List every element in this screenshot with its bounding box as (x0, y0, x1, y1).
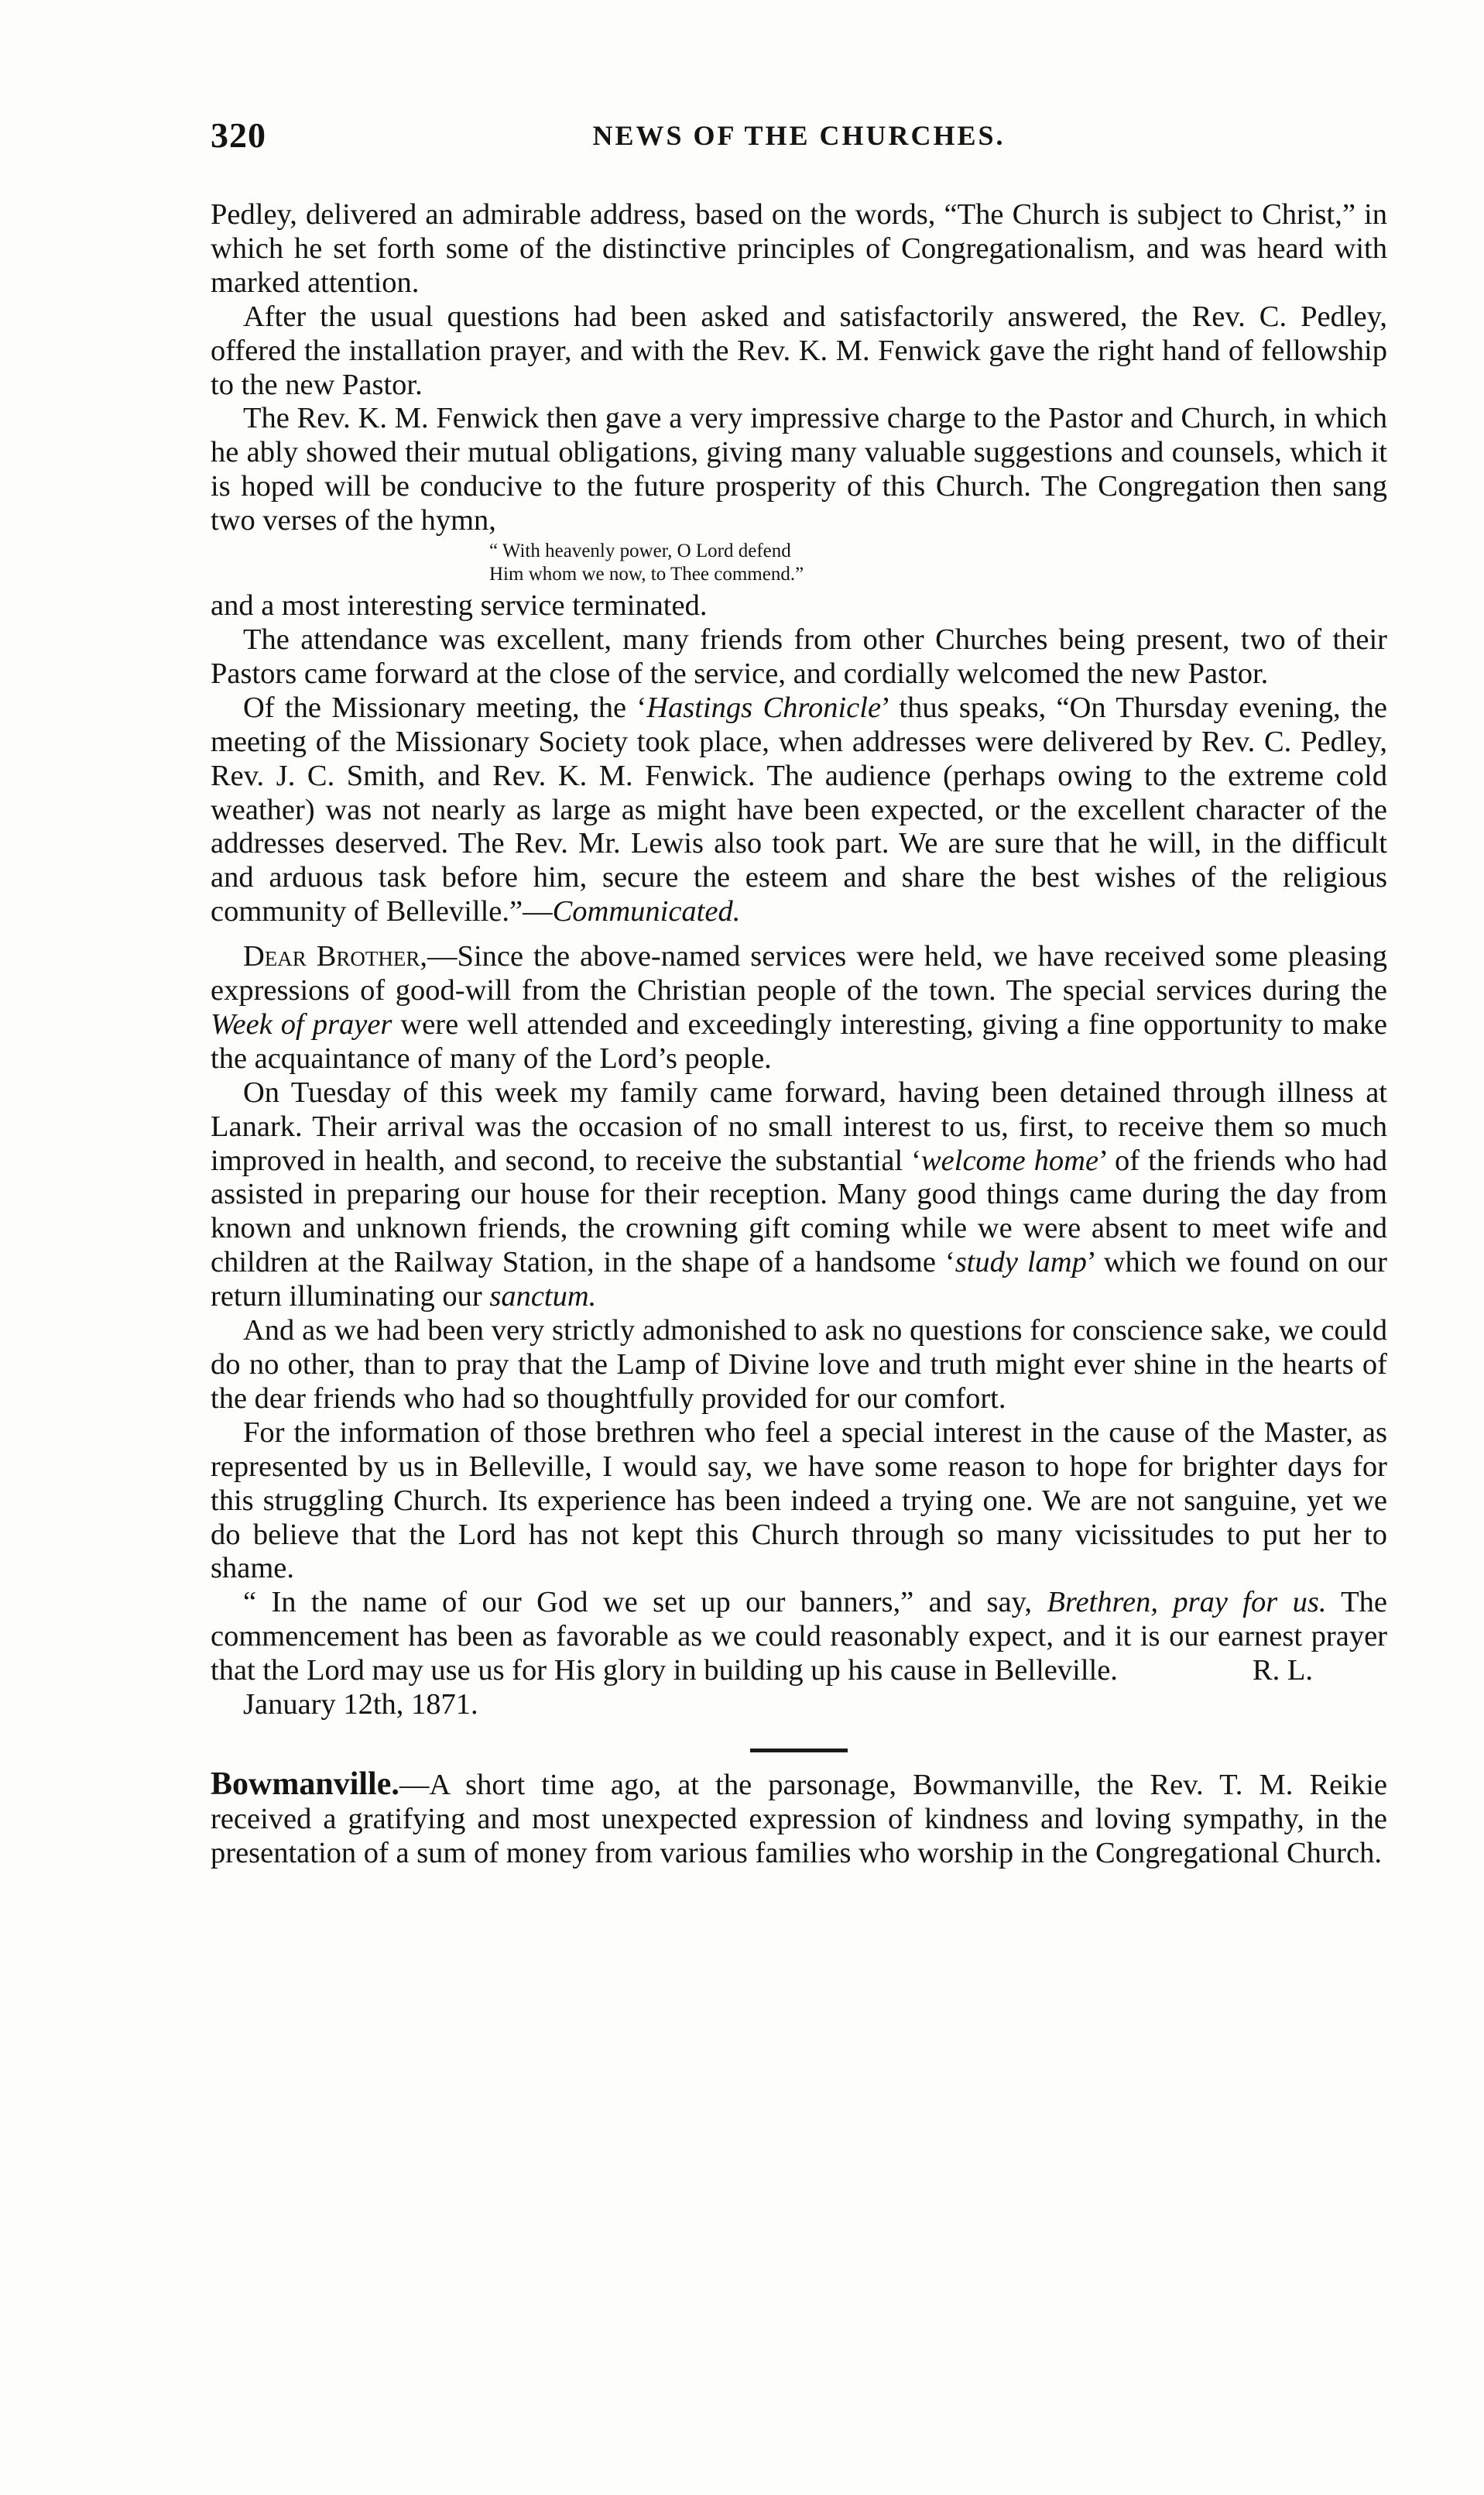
paragraph-11 (211, 1586, 1387, 1688)
page-header (211, 115, 1387, 161)
newspaper-title: Hastings Chronicle (646, 691, 882, 724)
hymn-quote (211, 540, 1387, 586)
text-run: Of the Missionary meeting, the ‘ (243, 691, 647, 724)
italic-phrase: sanctum. (489, 1280, 597, 1313)
paragraph-6 (211, 692, 1387, 929)
salutation: Dear Brother, (243, 940, 428, 973)
text-run: The commencement has been as favorable as we could reasonably expect, and it is our earnest prayer that the Lord may use us for His glory in building up his cause in Belleville. (211, 1586, 1387, 1687)
italic-phrase: welcome home (920, 1144, 1099, 1177)
town-heading: Bowmanville. (211, 1766, 399, 1802)
text-run: ’ thus speaks, “On Thursday evening, the meeting of the Missionary Society took place, when addresses were delivered by Rev. C. Pedley, Rev. J. C. Smith, and Rev. K. M. Fenwick. The audience (perhaps owing to the extreme cold weather) was not nearly as large as might have been expected, or the excellent character of the addresses deserved. The Rev. Mr. Lewis also took part. We are sure that he will, in the difficult and arduous task before him, secure the esteem and share the best wishes of the religious community of Belleville.”— (211, 691, 1388, 928)
text-run: —Since the above-named services were held, we have received some pleasing expressions of good-will from the Christian people of the town. The special services during the (211, 940, 1388, 1007)
paragraph-4: and a most interesting service terminated. (211, 589, 708, 623)
italic-phrase: study lamp (954, 1246, 1087, 1279)
text-run: “ In the name of our God we set up our banners,” and say, (243, 1586, 1047, 1619)
text-run: —A short time ago, at the parsonage, Bowmanville, the Rev. T. M. Reikie received a gratifying and most unexpected expression of kindness and loving sympathy, in the presentation of a sum of money from various families who worship in the Congregational Church. (211, 1768, 1387, 1869)
text-run: ’ which we found on our return illuminating our (211, 1246, 1387, 1313)
paragraph-10: For the information of those brethren who feel a special interest in the cause of the Master, as represented by us in Belleville, I would say, we have some reason to hope for brighter days for this struggling Church. Its experience has been indeed a trying one. We are not sanguine, yet we do believe that the Lord has not kept this Church through so many vicissitudes to put her to shame. (211, 1416, 1387, 1585)
page-number: 320 (211, 115, 266, 155)
running-title: NEWS OF THE CHURCHES. (592, 120, 1006, 151)
text-run: On Tuesday of this week my family came forward, having been detained through illness at Lanark. Their arrival was the occasion of no small interest to us, first, to receive them so much improved in health, and second, to receive the substantial ‘ (211, 1076, 1387, 1177)
paragraph-5: The attendance was excellent, many friends from other Churches being present, two of their Pastors came forward at the close of the service, and cordially welcomed the new Pastor. (211, 623, 1387, 690)
paragraph-3: The Rev. K. M. Fenwick then gave a very impressive charge to the Pastor and Church, in which he ably showed their mutual obligations, giving many valuable suggestions and counsels, which it is hoped will be conducive to the future prosperity of this Church. The Congregation then sang two verses of the hymn, (211, 402, 1387, 537)
paragraph-1: Pedley, delivered an admirable address, based on the words, “The Church is subject to Christ,” in which he set forth some of the distinctive principles of Congregationalism, and was heard with marked attention. (211, 198, 1387, 299)
text-run: were well attended and exceedingly interesting, giving a fine opportunity to make the acquaintance of many of the Lord’s people. (211, 1007, 1387, 1075)
hymn-line: Him whom we now, to Thee commend.” (489, 564, 804, 585)
italic-phrase: Brethren, pray for us. (1047, 1586, 1327, 1619)
author-initials: R. L. (1252, 1654, 1313, 1687)
signoff: Communicated. (552, 895, 741, 928)
text-run: ’ of the friends who had assisted in preparing our house for their reception. Many good things came during the day from known and unknown friends, the crowning gift coming while we were absent to meet wife and children at the Railway Station, in the shape of a handsome ‘ (211, 1144, 1387, 1279)
section-divider (750, 1749, 848, 1752)
paragraph-9: And as we had been very strictly admonished to ask no questions for conscience sake, we could do no other, than to pray that the Lamp of Divine love and truth might ever shine in the hearts of the dear friends who had so thoughtfully provided for our comfort. (211, 1314, 1387, 1415)
paragraph-2: After the usual questions had been asked and satisfactorily answered, the Rev. C. Pedley, offered the installation prayer, and with the Rev. K. M. Fenwick gave the right hand of fellowship to the new Pastor. (211, 300, 1387, 401)
article-body (211, 198, 1387, 1871)
hymn-line: “ With heavenly power, O Lord defend (489, 541, 791, 562)
paragraph-bowmanville (211, 1768, 1387, 1871)
paragraph-8 (211, 1076, 1387, 1314)
paragraph-7 (211, 940, 1387, 1076)
italic-phrase: Week of prayer (211, 1007, 392, 1041)
letter-date: January 12th, 1871. (243, 1688, 478, 1721)
